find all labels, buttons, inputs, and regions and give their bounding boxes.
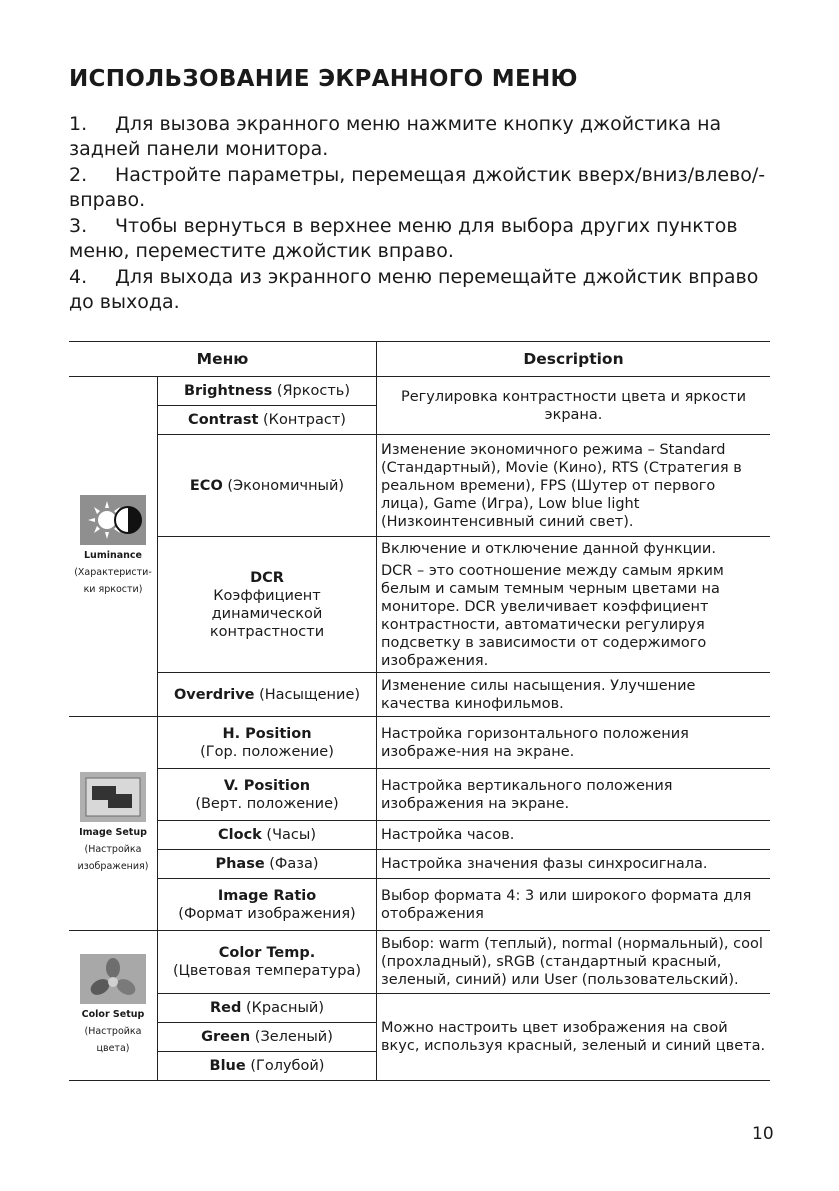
category-luminance (69, 377, 158, 717)
brightness-contrast-description: Регулировка контрастности цвета и яркости экрана. (377, 377, 771, 435)
menu-item-green (158, 1023, 377, 1052)
phase-description: Настройка значения фазы синхросигнала. (377, 850, 771, 879)
category-name: Image Setup (79, 827, 147, 838)
item-label-bold: DCR (250, 569, 284, 586)
item-label-ru: (Красный) (241, 1000, 325, 1016)
table-row (69, 717, 770, 769)
category-subtitle: (Настройка изображения) (77, 844, 149, 872)
table-row (69, 931, 770, 994)
item-label-bold: Clock (218, 827, 262, 843)
table-row (69, 821, 770, 850)
item-label-bold: Red (209, 1000, 242, 1016)
image-ratio-description: Выбор формата 4: 3 или широкого формата для отображения (377, 879, 771, 931)
table-row (69, 994, 770, 1023)
dcr-description-body: DCR – это соотношение между самым ярким белым и самым темным черным цветами на мониторе. DCR увеличивает коэффициент контрастности, автоматически регулируя подсветку в зависимости от содержимого изображения. (381, 562, 724, 669)
item-label-ru: (Яркость) (272, 383, 351, 399)
item-label-bold: ECO (189, 477, 223, 494)
table-header-row (69, 342, 770, 377)
dcr-description-line: Включение и отключение данной функции. (381, 540, 716, 557)
item-label-bold: V. Position (223, 777, 311, 794)
description-column-header: Description (377, 342, 771, 377)
category-name: Luminance (84, 550, 142, 561)
item-label-bold: Contrast (188, 412, 259, 428)
color-palette-icon (80, 954, 146, 1004)
step-item (69, 112, 781, 162)
step-number: 4. (69, 266, 88, 288)
step-item (69, 163, 781, 213)
table-row (69, 879, 770, 931)
menu-item-clock (158, 821, 377, 850)
step-text: Настройте параметры, перемещая джойстик вверх/вниз/влево/-вправо. (69, 164, 766, 211)
menu-item-h-position (158, 717, 377, 769)
color-temp-description: Выбор: warm (теплый), normal (нормальный), cool (прохладный), sRGB (стандартный красный, зеленый, синий) или User (пользовательский). (377, 931, 771, 994)
eco-description: Изменение экономичного режима – Standard (Стандартный), Movie (Кино), RTS (Стратегия в реальном времени), FPS (Шутер от первого лица), Game (Игра), Low blue light (Низкоинтенсивный синий свет). (377, 435, 771, 537)
item-label-ru: (Гор. положение) (200, 743, 334, 760)
item-label-ru: (Часы) (261, 827, 316, 843)
category-image-setup (69, 717, 158, 931)
step-text: Для выхода из экранного меню перемещайте джойстик вправо до выхода. (69, 266, 759, 313)
item-label-bold: Overdrive (173, 686, 255, 703)
item-label-ru: (Цветовая температура) (172, 963, 362, 979)
osd-menu-table (69, 341, 770, 1081)
table-row (69, 377, 770, 406)
overdrive-description: Изменение силы насыщения. Улучшение качества кинофильмов. (377, 673, 771, 717)
brightness-contrast-icon (80, 495, 146, 545)
image-position-icon (80, 772, 146, 822)
table-row (69, 769, 770, 821)
category-subtitle: (Настройка цвета) (84, 1026, 142, 1054)
menu-item-red (158, 994, 377, 1023)
item-label-ru: (Голубой) (245, 1058, 325, 1074)
menu-item-v-position (158, 769, 377, 821)
clock-description: Настройка часов. (377, 821, 771, 850)
item-label-bold: Brightness (183, 383, 273, 399)
menu-item-eco (158, 435, 377, 537)
item-label-bold: Image Ratio (217, 887, 317, 904)
item-label-bold: Color Temp. (218, 945, 316, 961)
menu-item-image-ratio (158, 879, 377, 931)
item-label-ru: (Насыщение) (254, 686, 361, 703)
item-label-ru: Коэффициент динамической контрастности (209, 587, 325, 640)
menu-item-brightness (158, 377, 377, 406)
menu-item-contrast (158, 406, 377, 435)
category-subtitle: (Характеристи-ки яркости) (74, 567, 152, 595)
menu-item-color-temp (158, 931, 377, 994)
step-number: 1. (69, 113, 88, 135)
menu-item-overdrive (158, 673, 377, 717)
step-text: Для вызова экранного меню нажмите кнопку джойстика на задней панели монитора. (69, 113, 722, 160)
category-color-setup (69, 931, 158, 1081)
menu-item-phase (158, 850, 377, 879)
page-number: 10 (752, 1124, 774, 1144)
menu-item-blue (158, 1052, 377, 1081)
instruction-steps (69, 112, 781, 316)
table-row (69, 537, 770, 673)
item-label-ru: (Фаза) (264, 856, 319, 872)
item-label-ru: (Контраст) (258, 412, 346, 428)
page-title: ИСПОЛЬЗОВАНИЕ ЭКРАННОГО МЕНЮ (69, 66, 578, 92)
step-number: 2. (69, 164, 88, 186)
item-label-ru: (Экономичный) (222, 477, 345, 494)
menu-column-header: Меню (69, 342, 377, 377)
rgb-description: Можно настроить цвет изображения на свой вкус, используя красный, зеленый и синий цвета. (377, 994, 771, 1081)
v-position-description: Настройка вертикального положения изображения на экране. (377, 769, 771, 821)
table-row (69, 435, 770, 537)
dcr-description (377, 537, 771, 673)
step-item (69, 265, 781, 315)
menu-item-dcr (158, 537, 377, 673)
table-row (69, 850, 770, 879)
step-number: 3. (69, 215, 88, 237)
table-row (69, 673, 770, 717)
item-label-ru: (Зеленый) (250, 1029, 333, 1045)
item-label-bold: H. Position (222, 725, 312, 742)
step-item (69, 214, 781, 264)
item-label-bold: Blue (209, 1058, 246, 1074)
item-label-ru: (Формат изображения) (178, 905, 356, 922)
step-text: Чтобы вернуться в верхнее меню для выбора других пунктов меню, переместите джойстик вправо. (69, 215, 738, 262)
h-position-description: Настройка горизонтального положения изображе-ния на экране. (377, 717, 771, 769)
item-label-bold: Phase (215, 856, 265, 872)
item-label-bold: Green (201, 1029, 251, 1045)
item-label-ru: (Верт. положение) (195, 795, 339, 812)
category-name: Color Setup (81, 1009, 145, 1020)
